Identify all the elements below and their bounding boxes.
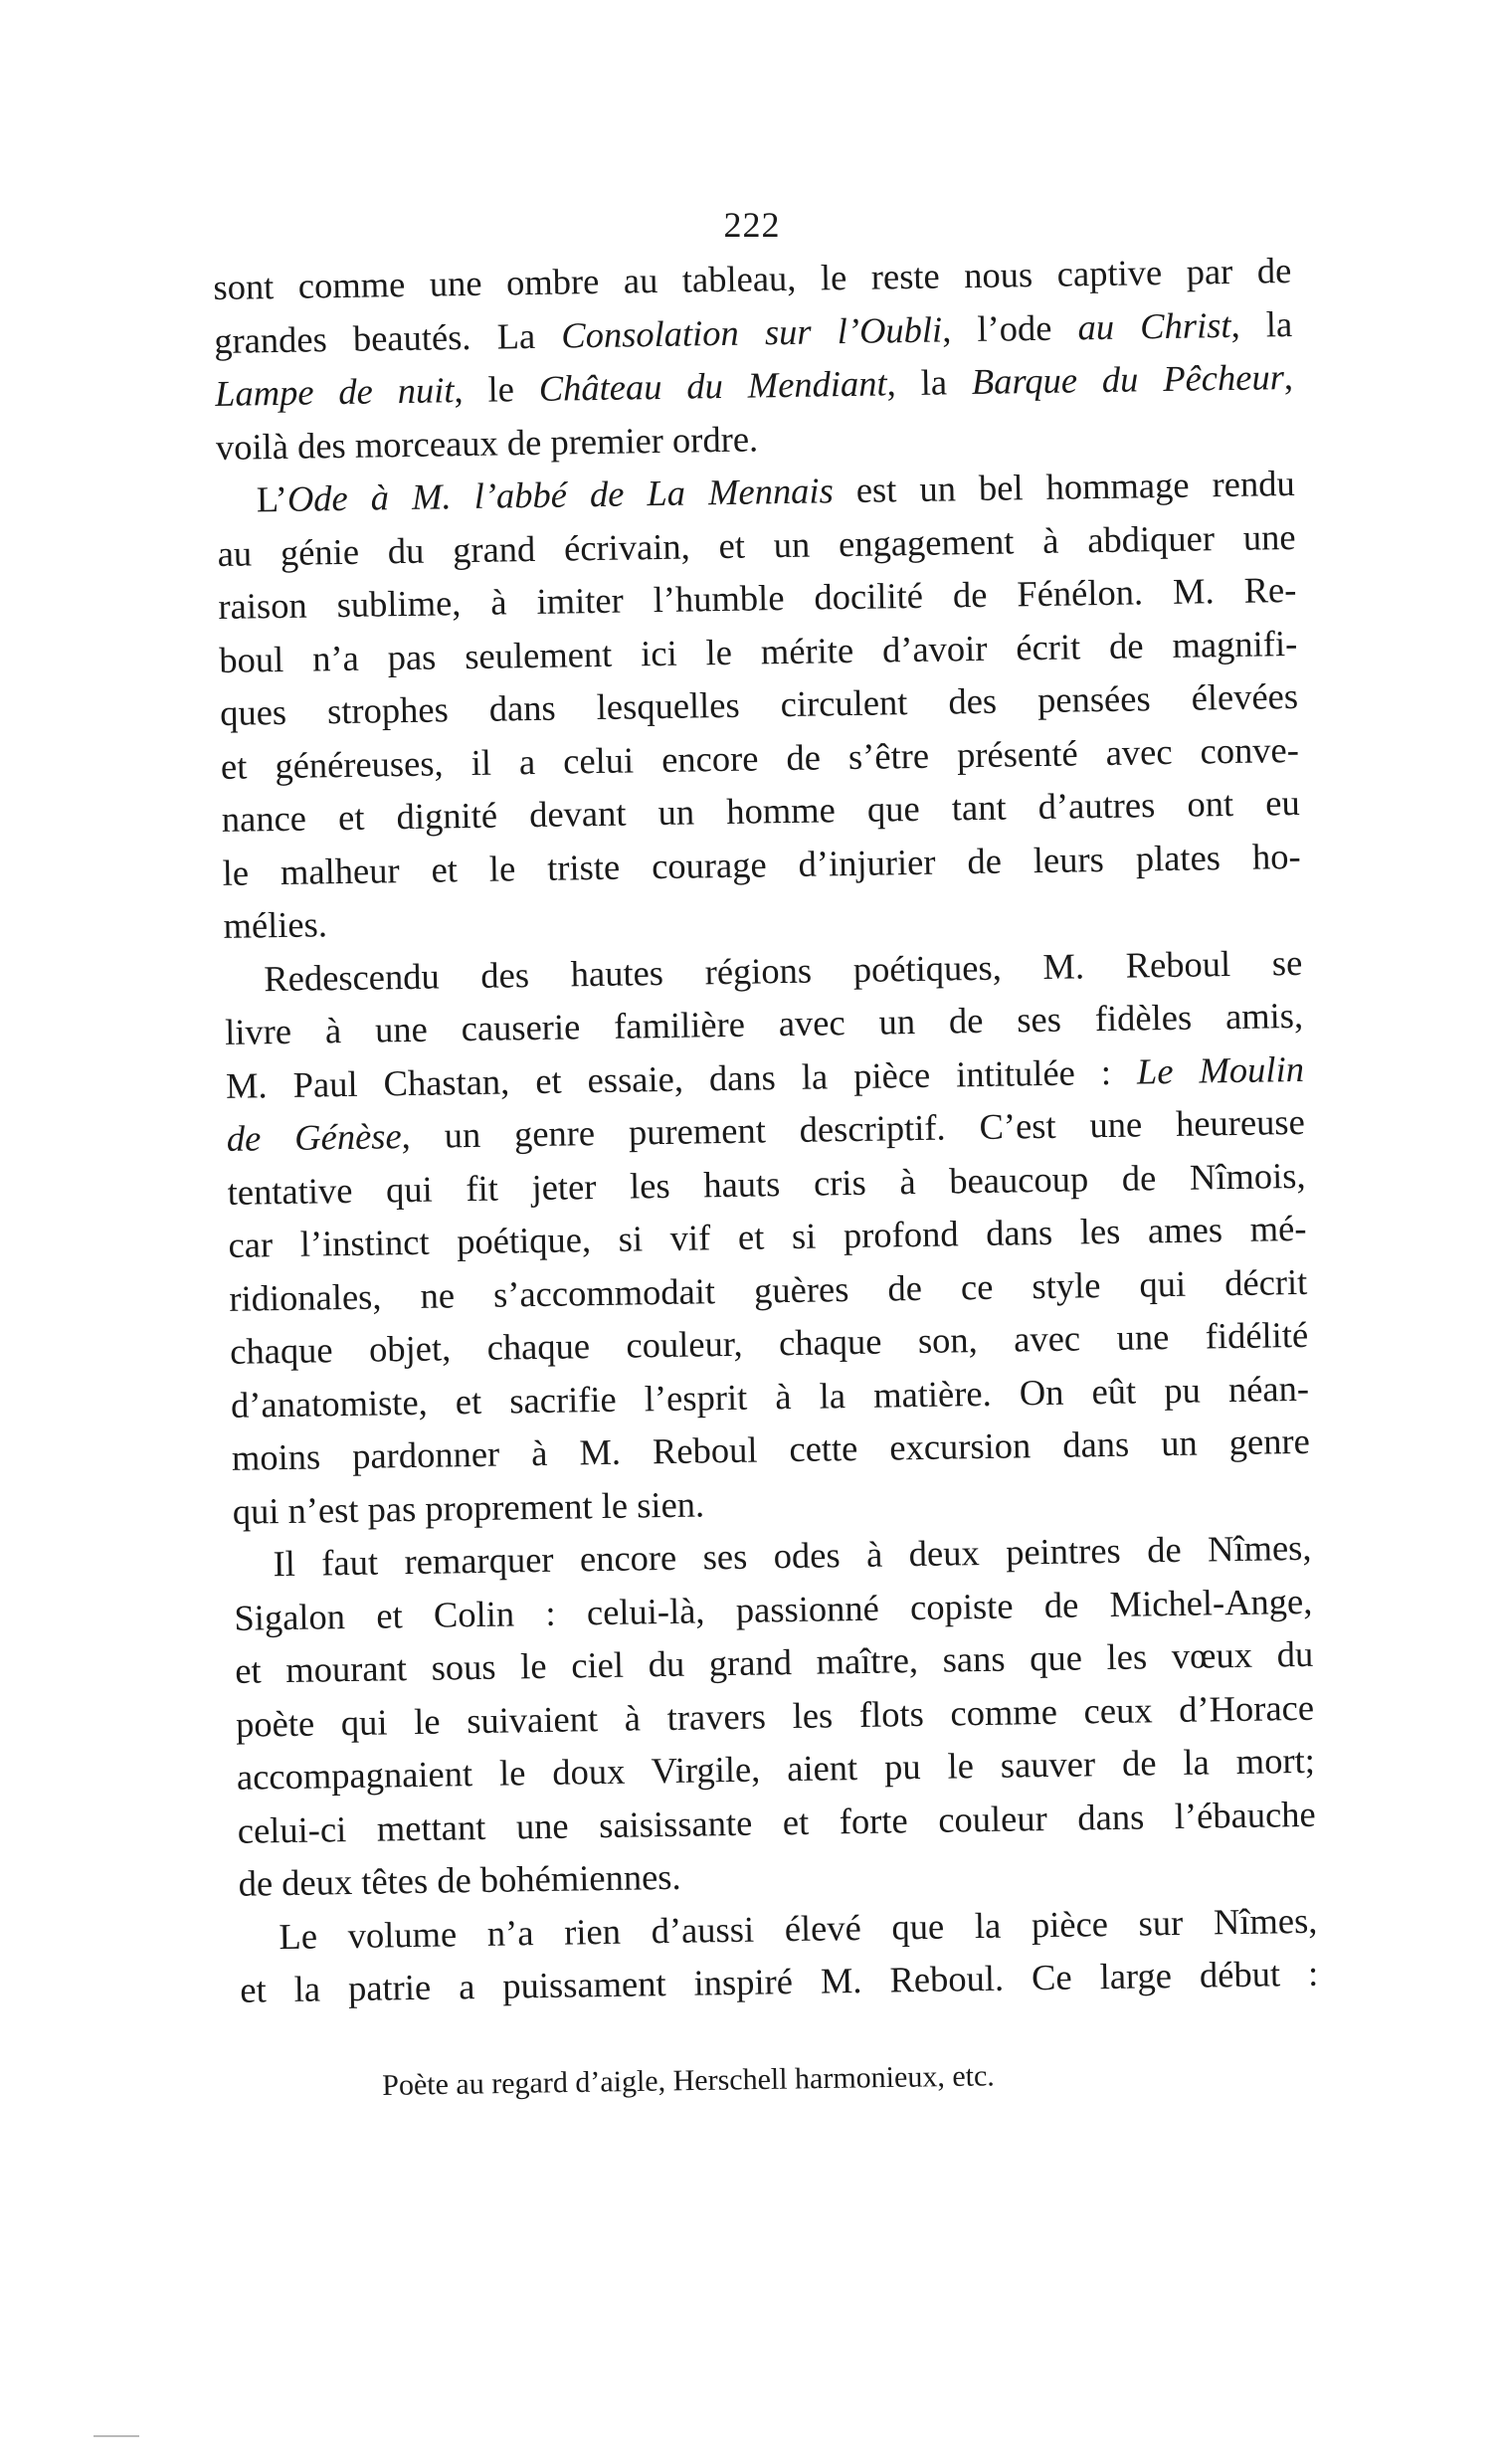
text-run: M. Paul Chastan, et essaie, dans la pièce intitulée : — [225, 1050, 1138, 1106]
text-run: livre à une causerie familière avec un de ses fidèles amis, — [224, 994, 1304, 1052]
text-run: , la — [886, 361, 973, 404]
text-run: qui n’est pas proprement le sien. — [232, 1482, 705, 1532]
text-run: , un genre purement descriptif. C’est une heureuse — [401, 1100, 1306, 1157]
text-run: , le — [454, 367, 540, 411]
text-run: Le volume n’a rien d’aussi élevé que la pièce sur Nîmes, — [279, 1899, 1318, 1957]
italic-title: Le Moulin — [1136, 1047, 1305, 1092]
text-run: , — [1283, 355, 1294, 398]
text-run: boul n’a pas seulement ici le mérite d’avoir écrit de magnifi- — [218, 622, 1298, 680]
text-run: , l’ode — [941, 305, 1078, 349]
text-run: voilà des morceaux de premier ordre. — [215, 417, 759, 468]
text-run: de deux têtes de bohémiennes. — [238, 1855, 681, 1904]
text-run: Il faut remarquer encore ses odes à deux peintres de Nîmes, — [273, 1526, 1312, 1585]
text-run: et la patrie a puissament inspiré M. Reboul. Ce large début : — [239, 1952, 1319, 2010]
italic-title: de Génèse — [226, 1115, 402, 1159]
scan-speck — [94, 2435, 139, 2437]
text-run: mélies. — [223, 903, 328, 946]
text-run: accompagnaient le doux Virgile, aient pu le sauver de la mort; — [236, 1739, 1316, 1798]
text-run: , la — [1230, 302, 1293, 345]
italic-title: Château du Mendiant — [538, 362, 887, 409]
text-run: moins pardonner à M. Reboul cette excursion dans un genre — [231, 1420, 1311, 1478]
italic-title: au Christ — [1077, 303, 1231, 347]
italic-title: Consolation sur l’Oubli — [560, 307, 943, 356]
text-run: celui-ci mettant une saisissante et forte couleur dans l’ébauche — [237, 1793, 1316, 1851]
verse-quote: Poète au regard d’aigle, Herschell harmonieux, etc. — [382, 2059, 996, 2102]
text-run: ques strophes dans lesquelles circulent des pensées élevées — [219, 674, 1299, 733]
page-number: 222 — [723, 205, 781, 245]
italic-title: Ode à M. l’abbé de La Mennais — [286, 470, 835, 519]
text-run: nance et dignité devant un homme que tant d’autres ont eu — [221, 781, 1301, 840]
text-run: raison sublime, à imiter l’humble docilité de Fénélon. M. Re- — [218, 568, 1297, 627]
text-run: et généreuses, il a celui encore de s’être présenté avec conve- — [220, 728, 1300, 787]
text-run: L’ — [256, 477, 288, 520]
text-run: d’anatomiste, et sacrifie l’esprit à la matière. On eût pu néan- — [230, 1367, 1310, 1425]
text-block — [213, 244, 1319, 2016]
text-run: est un bel hommage rendu — [833, 462, 1295, 511]
text-run: tentative qui fit jeter les hauts cris à beaucoup de Nîmois, — [227, 1154, 1306, 1213]
text-run: le malheur et le triste courage d’injurier de leurs plates ho- — [222, 835, 1301, 893]
text-run: Redescendu des hautes régions poétiques, M. Reboul se — [264, 941, 1303, 999]
text-run: car l’instinct poétique, si vif et si profond dans les ames mé- — [228, 1207, 1307, 1265]
text-run: grandes beautés. La — [213, 314, 562, 361]
text-run: et mourant sous le ciel du grand maître, sans que les vœux du — [234, 1632, 1314, 1691]
text-run: Sigalon et Colin : celui-là, passionné copiste de Michel-Ange, — [234, 1580, 1313, 1638]
text-run: poète qui le suivaient à travers les flots comme ceux d’Horace — [235, 1686, 1315, 1745]
italic-title: Barque du Pêcheur — [971, 356, 1285, 403]
text-run: au génie du grand écrivain, et un engagement à abdiquer une — [217, 515, 1296, 574]
italic-title: Lampe de nuit — [214, 369, 455, 414]
text-run: chaque objet, chaque couleur, chaque son, avec une fidélité — [229, 1313, 1309, 1372]
text-run: ridionales, ne s’accommodait guères de ce style qui décrit — [229, 1260, 1308, 1319]
text-run: sont comme une ombre au tableau, le reste nous captive par de — [213, 249, 1292, 307]
